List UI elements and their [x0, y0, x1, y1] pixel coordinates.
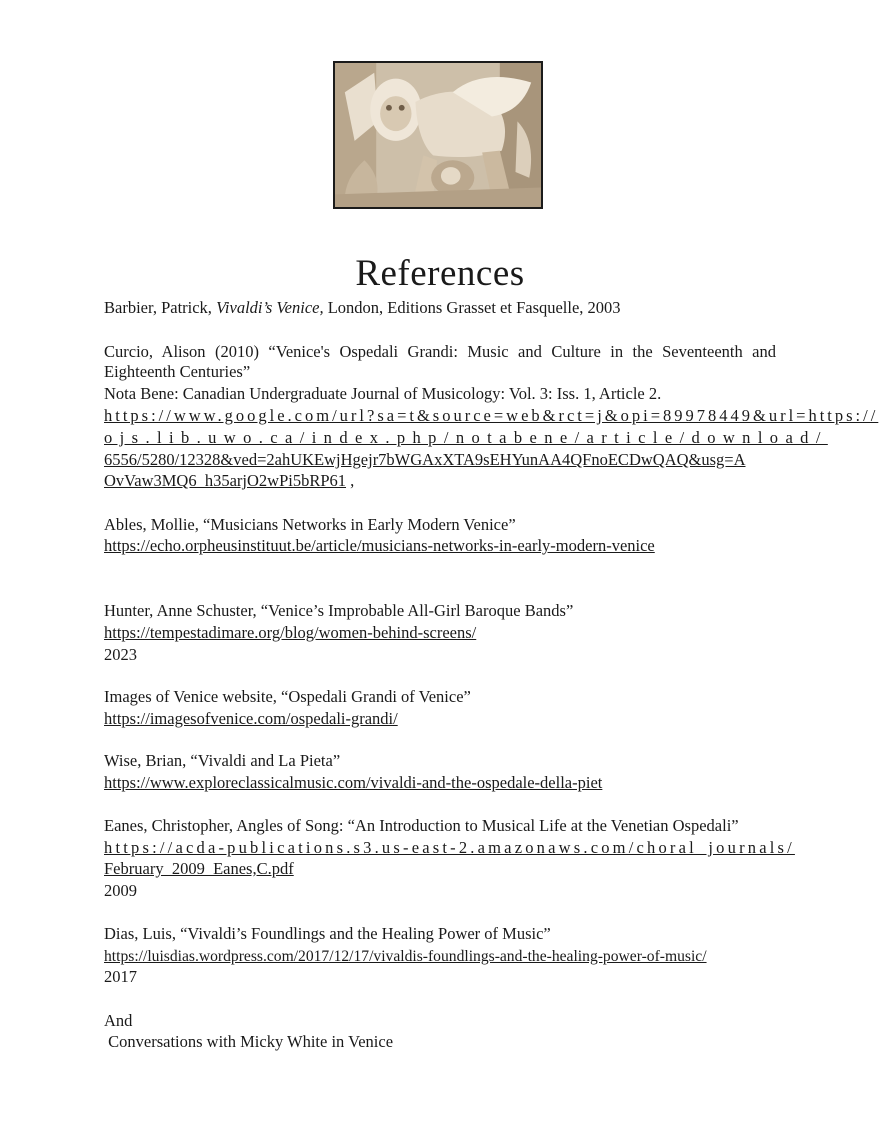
eanes-link-line-1[interactable]: [104, 838, 795, 858]
eanes-link-part-1[interactable]: https://acda-publications.s3.us-east-2.amazonaws.com/choral_journals/: [104, 838, 795, 857]
curcio-link-line-3[interactable]: [104, 450, 746, 470]
curcio-journal: Nota Bene: Canadian Undergraduate Journal of Musicology: Vol. 3: Iss. 1, Article 2.: [104, 384, 662, 403]
ables-citation: Ables, Mollie, “Musicians Networks in Early Modern Venice”: [104, 515, 516, 534]
reference-barbier: [104, 298, 621, 318]
wise-link[interactable]: https://www.exploreclassicalmusic.com/vivaldi-and-the-ospedale-della-piet: [104, 773, 603, 792]
lion-of-st-mark-relief-image: [333, 61, 543, 209]
dias-year: 2017: [104, 967, 137, 986]
curcio-link-part-1[interactable]: https://www.google.com/url?sa=t&source=web&rct=j&opi=89978449&url=https://: [104, 406, 879, 425]
curcio-link-part-3[interactable]: 6556/5280/12328&ved=2ahUKEwjHgejr7bWGAxXTA9sEHYunAA4QFnoECDwQAQ&usg=A: [104, 450, 746, 469]
barbier-publisher: London, Editions Grasset et Fasquelle, 2003: [323, 298, 621, 317]
dias-link-line[interactable]: [104, 946, 707, 967]
eanes-link-part-2[interactable]: February_2009_Eanes,C.pdf: [104, 859, 294, 878]
hunter-citation: Hunter, Anne Schuster, “Venice’s Improbable All-Girl Baroque Bands”: [104, 601, 574, 620]
curcio-link-line-2[interactable]: [104, 428, 828, 448]
curcio-line-2: Eighteenth Centuries”: [104, 362, 251, 381]
curcio-link-line-4[interactable]: [104, 471, 354, 491]
page-title: References: [355, 253, 525, 294]
barbier-book-title: Vivaldi’s Venice,: [216, 298, 324, 317]
wise-link-line[interactable]: [104, 773, 602, 793]
curcio-link-part-4[interactable]: OvVaw3MQ6_h35arjO2wPi5bRP61: [104, 471, 347, 490]
curcio-line-1: Curcio, Alison (2010) “Venice's Ospedali Grandi: Music and Culture in the Seventeenth and: [104, 342, 776, 361]
stone-relief-illustration: [335, 63, 541, 207]
eanes-citation: Eanes, Christopher, Angles of Song: “An Introduction to Musical Life at the Venetian Ospedali”: [104, 816, 739, 835]
wise-citation: Wise, Brian, “Vivaldi and La Pieta”: [104, 751, 341, 770]
closing-and: And: [104, 1011, 133, 1030]
hunter-link[interactable]: https://tempestadimare.org/blog/women-behind-screens/: [104, 623, 477, 642]
closing-conversations: Conversations with Micky White in Venice: [104, 1032, 394, 1051]
ables-link[interactable]: https://echo.orpheusinstituut.be/article/musicians-networks-in-early-modern-venice: [104, 536, 655, 555]
curcio-link-part-2[interactable]: ojs.lib.uwo.ca/index.php/notabene/article/download/: [104, 428, 828, 447]
dias-citation: Dias, Luis, “Vivaldi’s Foundlings and the Healing Power of Music”: [104, 924, 551, 943]
hunter-link-line[interactable]: [104, 623, 476, 643]
eanes-year: 2009: [104, 881, 137, 900]
dias-link[interactable]: https://luisdias.wordpress.com/2017/12/17/vivaldis-foundlings-and-the-healing-power-of-music/: [104, 948, 707, 965]
images-link[interactable]: https://imagesofvenice.com/ospedali-grandi/: [104, 709, 398, 728]
ables-link-line[interactable]: [104, 536, 655, 556]
curcio-link-line-1[interactable]: [104, 406, 878, 426]
curcio-link-trailing: ,: [346, 471, 355, 490]
hunter-year: 2023: [104, 645, 137, 664]
barbier-author: Barbier, Patrick,: [104, 298, 217, 317]
eanes-link-line-2[interactable]: [104, 859, 294, 879]
images-citation: Images of Venice website, “Ospedali Grandi of Venice”: [104, 687, 471, 706]
images-link-line[interactable]: [104, 709, 398, 729]
